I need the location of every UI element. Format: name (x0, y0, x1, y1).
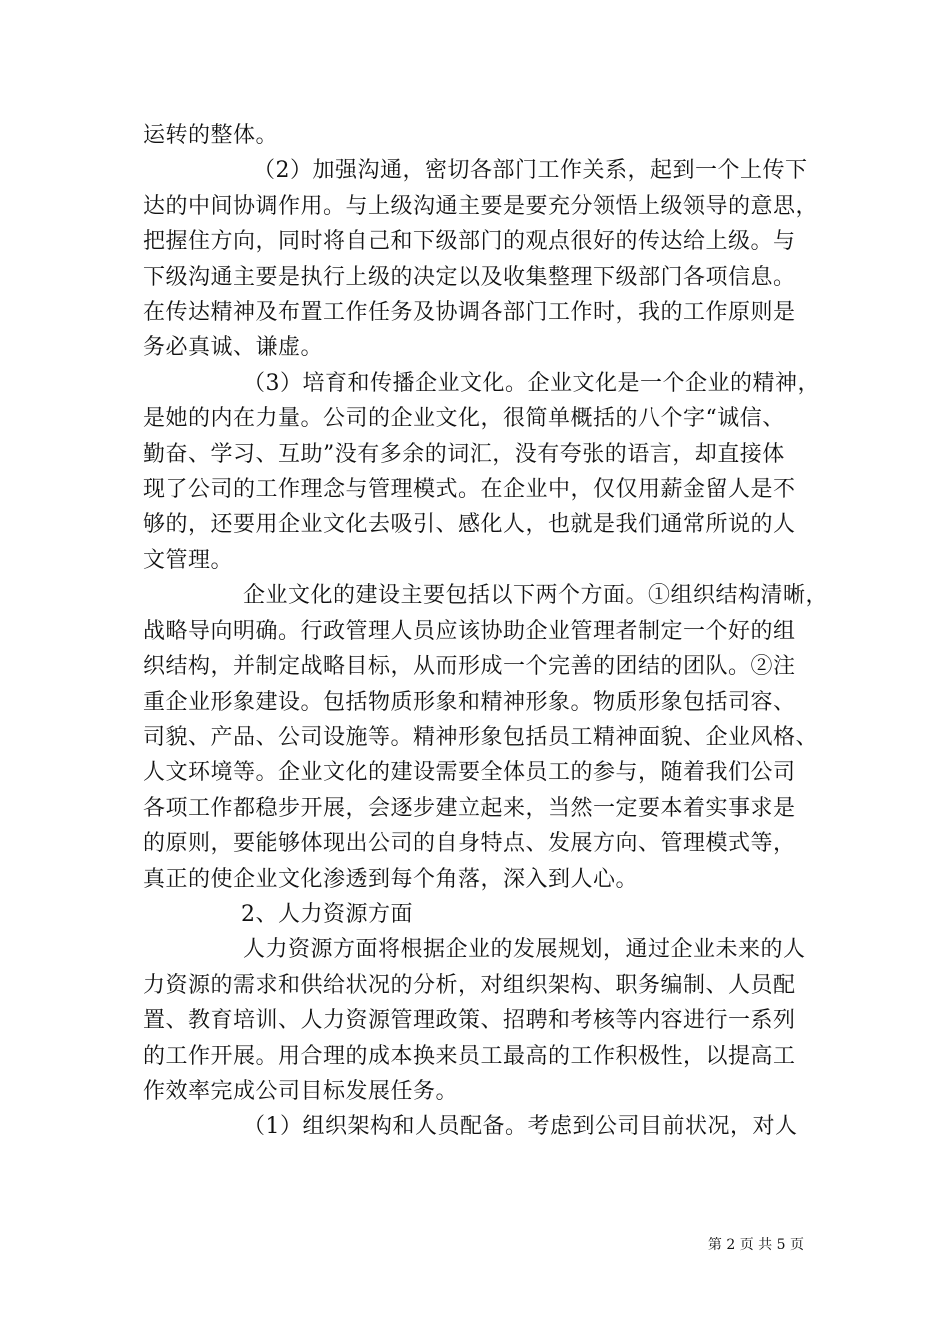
text-line: 作效率完成公司目标发展任务。 (143, 1078, 459, 1104)
text-line: 真正的使企业文化渗透到每个角落，深入到人心。 (143, 866, 639, 892)
text-line: 企业文化的建设主要包括以下两个方面。①组织结构清晰， (243, 583, 829, 609)
text-line: （3）培育和传播企业文化。企业文化是一个企业的精神， (243, 370, 820, 396)
body-text (143, 118, 829, 1145)
text-line: 司貌、产品、公司设施等。精神形象包括员工精神面貌、企业风格、 (143, 724, 819, 750)
text-line: 战略导向明确。行政管理人员应该协助企业管理者制定一个好的组 (143, 618, 796, 644)
section-heading: 2、人力资源方面 (241, 901, 413, 927)
text-line: 把握住方向，同时将自己和下级部门的观点很好的传达给上级。与 (143, 229, 796, 255)
text-line: 的原则，要能够体现出公司的自身特点、发展方向、管理模式等， (143, 831, 796, 857)
text-line: 文管理。 (143, 547, 234, 573)
text-line: 现了公司的工作理念与管理模式。在企业中，仅仅用薪金留人是不 (143, 477, 796, 503)
text-line: 织结构，并制定战略目标，从而形成一个完善的团结的团队。②注 (143, 654, 796, 680)
text-line: 务必真诚、谦虚。 (143, 335, 324, 361)
text-line: 各项工作都稳步开展，会逐步建立起来，当然一定要本着实事求是 (143, 795, 796, 821)
text-line: 是她的内在力量。公司的企业文化，很简单概括的八个字“诚信、 (143, 406, 785, 432)
text-line: 的工作开展。用合理的成本换来员工最高的工作积极性，以提高工 (143, 1043, 796, 1069)
text-line: 人力资源方面将根据企业的发展规划，通过企业未来的人 (243, 937, 806, 963)
text-line: 运转的整体。 (143, 123, 279, 148)
text-line: （1）组织架构和人员配备。考虑到公司目前状况，对人 (243, 1114, 798, 1140)
text-line: 力资源的需求和供给状况的分析，对组织架构、职务编制、人员配 (143, 972, 796, 998)
text-line: 重企业形象建设。包括物质形象和精神形象。物质形象包括司容、 (143, 689, 796, 715)
text-line: 人文环境等。企业文化的建设需要全体员工的参与，随着我们公司 (143, 760, 796, 786)
text-line: （2）加强沟通，密切各部门工作关系，起到一个上传下 (253, 158, 808, 184)
text-line: 在传达精神及布置工作任务及协调各部门工作时，我的工作原则是 (143, 300, 796, 326)
text-line: 置、教育培训、人力资源管理政策、招聘和考核等内容进行一系列 (143, 1008, 796, 1034)
text-line: 下级沟通主要是执行上级的决定以及收集整理下级部门各项信息。 (143, 264, 796, 290)
text-line: 勤奋、学习、互助”没有多余的词汇，没有夸张的语言，却直接体 (143, 441, 785, 467)
text-line: 达的中间协调作用。与上级沟通主要是要充分领悟上级领导的意思， (143, 193, 819, 219)
text-line: 够的，还要用企业文化去吸引、感化人，也就是我们通常所说的人 (143, 512, 796, 538)
page-number-footer: 第 2 页 共 5 页 (707, 1237, 804, 1253)
